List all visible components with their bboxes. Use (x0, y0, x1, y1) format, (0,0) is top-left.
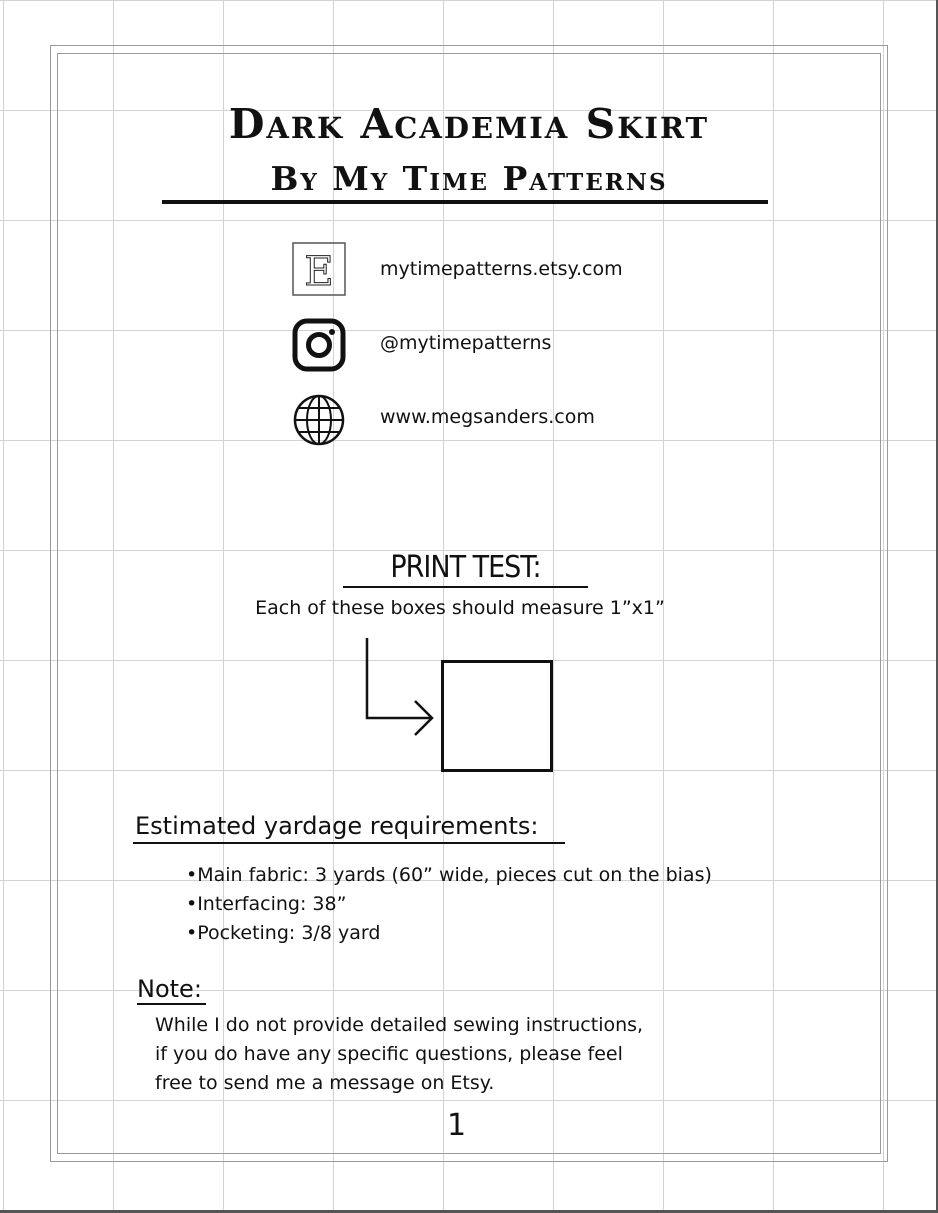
etsy-icon (292, 242, 346, 296)
page-number: 1 (446, 1108, 467, 1143)
globe-icon (292, 393, 346, 447)
contact-instagram-handle[interactable]: @mytimepatterns (380, 332, 552, 354)
yardage-item: •Pocketing: 3/8 yard (186, 922, 381, 944)
note-underline (137, 1003, 206, 1005)
page-subtitle: By My Time Patterns (270, 159, 668, 198)
yardage-item: •Interfacing: 38” (186, 893, 347, 915)
note-line: free to send me a message on Etsy. (155, 1072, 495, 1094)
title-underline (162, 200, 768, 204)
note-heading: Note: (137, 975, 202, 1003)
contact-etsy-link[interactable]: mytimepatterns.etsy.com (380, 258, 623, 280)
etsy-icon-letter: E (304, 249, 334, 295)
page-title: Dark Academia Skirt (228, 100, 710, 148)
print-test-box (441, 660, 553, 772)
instagram-icon (292, 318, 346, 372)
contact-website-link[interactable]: www.megsanders.com (380, 406, 595, 428)
note-line: While I do not provide detailed sewing instructions, (155, 1014, 644, 1036)
print-test-underline (343, 586, 588, 588)
yardage-underline (133, 842, 565, 844)
arrow-right-icon (360, 636, 440, 746)
note-line: if you do have any specific questions, please feel (155, 1043, 623, 1065)
print-test-heading: PRINT TEST: (390, 550, 541, 585)
print-test-description: Each of these boxes should measure 1”x1” (255, 597, 665, 619)
yardage-heading: Estimated yardage requirements: (135, 812, 539, 840)
yardage-item: •Main fabric: 3 yards (60” wide, pieces cut on the bias) (186, 864, 712, 886)
